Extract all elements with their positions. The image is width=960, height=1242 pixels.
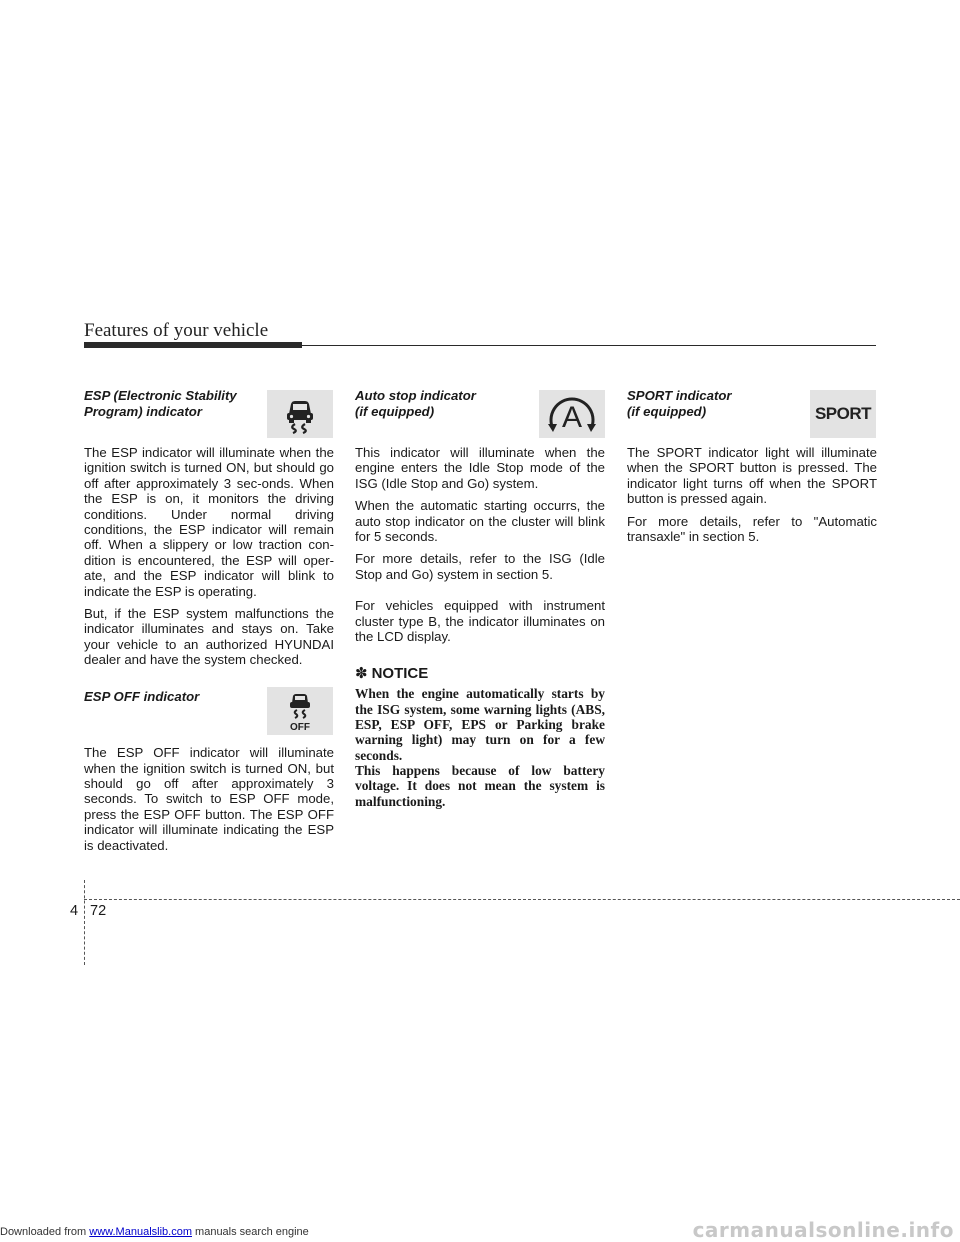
auto-stop-heading-line2: (if equipped) — [355, 403, 435, 419]
sport-paragraph-2: For more details, refer to "Automatic transaxle" in section 5. — [627, 513, 877, 545]
auto-stop-paragraph-3: For more details, refer to the ISG (Idle Stop and Go) system in section 5. — [355, 551, 605, 582]
esp-indicator-icon — [267, 390, 333, 438]
column-2 — [355, 388, 605, 809]
esp-off-indicator-icon — [267, 687, 333, 735]
esp-off-heading: ESP OFF indicator — [84, 688, 200, 704]
esp-heading: ESP (Electronic Stability Program) indicator — [84, 388, 237, 419]
notice-symbol: ✽ — [355, 665, 368, 683]
footer-chapter-number: 4 — [70, 903, 79, 919]
auto-stop-paragraph-4: For vehicles equipped with instrument cluster type B, the indicator illuminates on the LCD display. — [355, 598, 605, 645]
sport-heading-line1: SPORT indicator — [627, 388, 732, 403]
sport-icon-label: SPORT — [814, 404, 872, 423]
notice-label: NOTICE — [371, 664, 429, 682]
esp-off-icon-label: OFF — [290, 722, 310, 733]
download-notice — [0, 1226, 309, 1238]
footer-page-number: 72 — [90, 903, 107, 919]
auto-stop-icon-letter: A — [561, 401, 583, 434]
sport-paragraph-1: The SPORT indicator light will illuminate when the SPORT button is pressed. The indicator light turns off when the SPORT button is pressed again. — [627, 445, 877, 507]
sport-indicator-icon — [810, 390, 876, 438]
auto-stop-heading-line1: Auto stop indicator — [355, 388, 476, 403]
notice-line-1: When the engine automatically starts by the ISG system, some warning lights (ABS, ESP, ESP OFF, EPS or Parking brake warning light) may turn on for a few seconds. — [355, 686, 605, 763]
esp-off-paragraph-1: The ESP OFF indicator will illuminate when the ignition switch is turned ON, but should go off after approximately 3 seconds. To switch to ESP OFF mode, press the ESP OFF button. The ESP OFF indicator will illuminate indicating the ESP is deactivated. — [84, 745, 334, 853]
notice-title — [355, 664, 605, 682]
notice-line-2: This happens because of low battery voltage. It does not mean the system is malfunctioning. — [355, 762, 605, 809]
sport-heading — [627, 388, 797, 419]
auto-stop-heading — [355, 388, 525, 419]
sport-heading-line2: (if equipped) — [627, 403, 707, 419]
header-rule-thick — [84, 342, 302, 348]
header-rule-thin — [302, 345, 876, 346]
manualslib-link[interactable]: www.Manualslib.com — [89, 1226, 192, 1238]
auto-stop-paragraph-2: When the automatic starting occurrs, the auto stop indicator on the cluster will blink for 5 seconds. — [355, 498, 605, 545]
auto-stop-indicator-icon — [539, 390, 605, 438]
esp-paragraph-1: The ESP indicator will illuminate when the ignition switch is turned ON, but should go off after approximately 3 sec-onds. When the ESP is on, it monitors the driving conditions. Under normal driving conditions, the ESP indicator will remain off. When a slippery or low traction con-dition is encountered, the ESP will oper-ate, and the ESP indicator will blink to indicate the ESP is operating. — [84, 445, 334, 599]
page-header-title: Features of your vehicle — [84, 320, 269, 341]
column-1 — [84, 388, 334, 860]
download-suffix: manuals search engine — [191, 1226, 309, 1238]
download-prefix: Downloaded from — [0, 1226, 90, 1238]
watermark-logo: carmanualsonline.info — [692, 1218, 954, 1242]
esp-paragraph-2: But, if the ESP system malfunctions the indicator illuminates and stays on. Take your vehicle to an authorized HYUNDAI dealer and have the system checked. — [84, 606, 334, 668]
auto-stop-paragraph-1: This indicator will illuminate when the engine enters the Idle Stop mode of the ISG (Idle Stop and Go) system. — [355, 445, 605, 491]
footer-vertical-rule — [84, 880, 85, 965]
footer-horizontal-rule — [84, 899, 960, 900]
